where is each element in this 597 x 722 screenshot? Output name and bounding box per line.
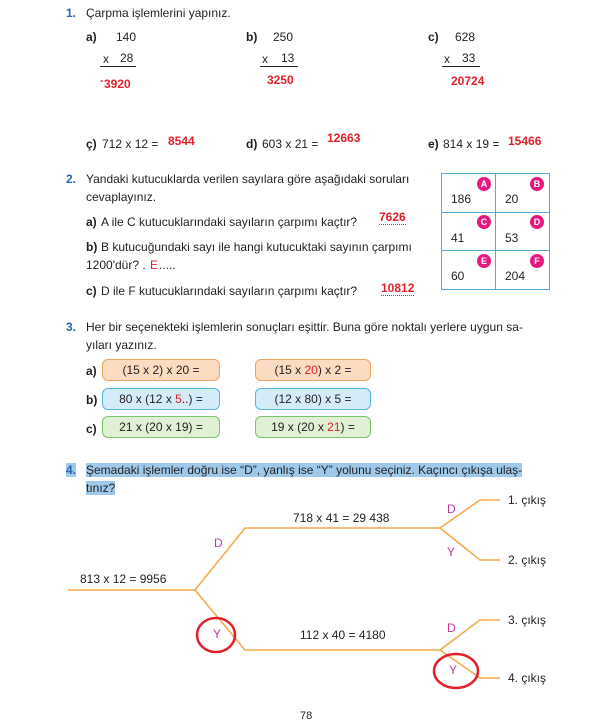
q2b-text: B kutucuğundaki sayı ile hangi kutucuktaki sayının çarpımı (101, 240, 412, 254)
exit-1: 1. çıkış (508, 493, 547, 507)
q2b-label: b) (86, 240, 98, 254)
q1b-op: x (262, 52, 268, 66)
cell-f-value: 204 (505, 269, 526, 283)
q3b-label: b) (86, 393, 98, 407)
q2b-text2: 1200'dür? . (86, 258, 146, 272)
q1d-label: d) (246, 137, 258, 151)
q1a-answer: 3920 (104, 77, 131, 91)
q3c-label: c) (86, 422, 97, 436)
q3b-right-box: (12 x 80) x 5 = (255, 388, 371, 410)
start-expr: 813 x 12 = 9956 (80, 572, 167, 586)
badge-b: B (530, 177, 544, 191)
q3c-left-box: 21 x (20 x 19) = (102, 416, 220, 438)
q1e-answer: 15466 (508, 134, 542, 148)
cell-b-value: 20 (505, 192, 519, 206)
branch-y1: Y (213, 627, 222, 641)
branch-y3: Y (449, 663, 458, 677)
q1-text: Çarpma işlemlerini yapınız. (86, 6, 231, 20)
q1b-label: b) (246, 30, 258, 44)
q2-number: 2. (66, 172, 77, 186)
branch-d3: D (447, 621, 456, 635)
q3-line1: Her bir seçenekteki işlemlerin sonuçları eşittir. Buna göre noktalı yerlere uygun sa- (86, 320, 523, 334)
q2a-label: a) (86, 215, 97, 229)
q1a-bottom: 28 (120, 51, 134, 65)
q1c-answer: 20724 (451, 74, 485, 88)
q1cc-answer: 8544 (168, 134, 195, 148)
q2c-answer: 10812 (381, 281, 415, 295)
q2-line2: cevaplayınız. (86, 190, 157, 204)
q4-line1: Şemadaki işlemler doğru ise “D”, yanlış ise “Y” yolunu seçiniz. Kaçıncı çıkışa ulaş- (86, 463, 523, 477)
q3a-left-box: (15 x 2) x 20 = (102, 359, 220, 381)
q1cc-label: ç) (86, 137, 97, 151)
q3-line2: yıları yazınız. (86, 338, 157, 352)
q2a-text: A ile C kutucuklarındaki sayıların çarpımı kaçtır? (101, 215, 358, 229)
q1c-bottom: 33 (462, 51, 476, 65)
cell-a-value: 186 (451, 192, 472, 206)
cell-c-value: 41 (451, 231, 465, 245)
badge-c: C (477, 215, 491, 229)
cell-e-value: 60 (451, 269, 465, 283)
q3a-right-box: (15 x 20) x 2 = (255, 359, 371, 381)
badge-d: D (530, 215, 544, 229)
q1e-label: e) (428, 137, 439, 151)
q3a-label: a) (86, 364, 97, 378)
branch-d1: D (214, 536, 223, 550)
q1c-top: 628 (455, 30, 476, 44)
exit-2: 2. çıkış (508, 553, 547, 567)
branch-d2: D (447, 502, 456, 516)
q3b-left-box: 80 x (12 x 5..) = (102, 388, 220, 410)
q4-number: 4. (66, 463, 77, 477)
q2c-label: c) (86, 284, 97, 298)
lower-expr: 112 x 40 = 4180 (300, 628, 386, 642)
q2b-answer: E (150, 258, 159, 272)
q4-line2: tınız? (86, 481, 116, 495)
q1a-mark: · (100, 74, 104, 88)
q3-number: 3. (66, 320, 77, 334)
q1e-expr: 814 x 19 = (443, 137, 500, 151)
q1cc-expr: 712 x 12 = (102, 137, 159, 151)
badge-e: E (477, 254, 491, 268)
q1a-op: x (103, 52, 109, 66)
q1a-label: a) (86, 30, 97, 44)
q1b-top: 250 (273, 30, 294, 44)
q2a-answer: 7626 (379, 210, 406, 224)
page-number: 78 (300, 710, 313, 722)
exit-4: 4. çıkış (508, 671, 547, 685)
exit-3: 3. çıkış (508, 613, 547, 627)
badge-f: F (530, 254, 544, 268)
q1d-expr: 603 x 21 = (262, 137, 319, 151)
q1b-bottom: 13 (281, 51, 295, 65)
q1c-op: x (444, 52, 450, 66)
upper-expr: 718 x 41 = 29 438 (293, 511, 390, 525)
q2c-text: D ile F kutucuklarındaki sayıların çarpımı kaçtır? (101, 284, 358, 298)
q3c-right-box: 19 x (20 x 21) = (255, 416, 371, 438)
branch-y2: Y (447, 545, 456, 559)
q1b-answer: 3250 (267, 73, 294, 87)
q1c-label: c) (428, 30, 439, 44)
q1a-top: 140 (116, 30, 137, 44)
q2b-dots: ..... (159, 258, 176, 272)
cell-d-value: 53 (505, 231, 519, 245)
q1d-answer: 12663 (327, 131, 361, 145)
q2-line1: Yandaki kutucuklarda verilen sayılara göre aşağıdaki soruları (86, 172, 410, 186)
q1-number: 1. (66, 6, 77, 20)
badge-a: A (477, 177, 491, 191)
